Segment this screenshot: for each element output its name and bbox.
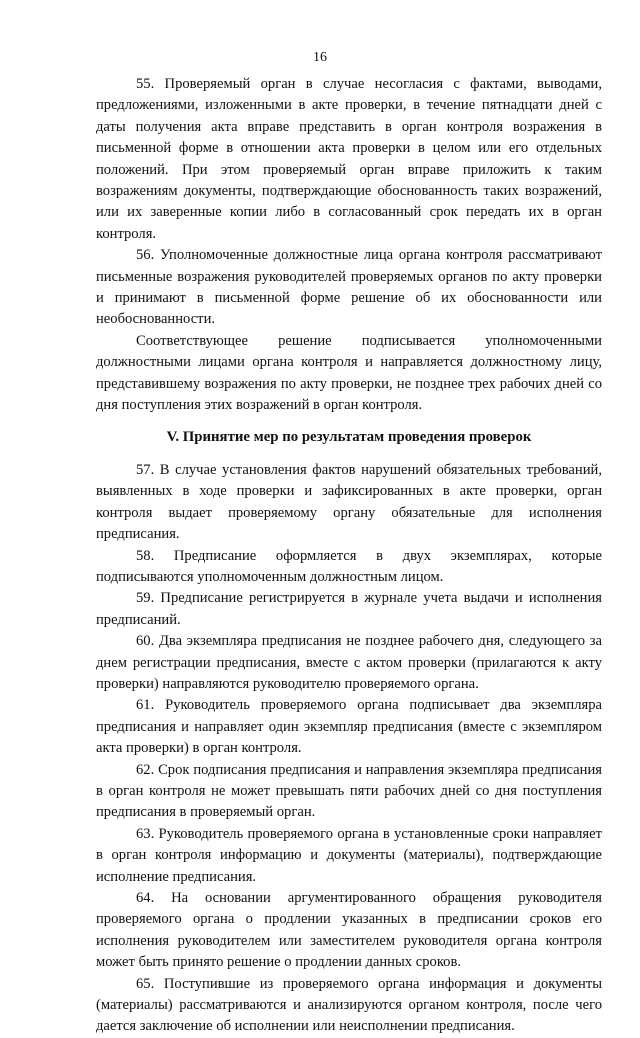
paragraph-56-continuation: Соответствующее решение подписывается уполномоченными должностными лицами органа контроля и направляется должностному лицу, представившему возражения по акту проверки, не позднее трех рабочих дней со дня поступления этих возражений в орган контроля. [96, 332, 602, 414]
paragraph-62: 62. Срок подписания предписания и направления экземпляра предписания в орган контроля не может превышать пяти рабочих дней со дня поступления предписания в проверяемый орган. [96, 761, 602, 821]
paragraph-56: 56. Уполномоченные должностные лица органа контроля рассматривают письменные возражения руководителей проверяемых органов по акту проверки и принимают в письменной форме решение об их обоснованности или необоснованности. [96, 247, 602, 328]
paragraph-60: 60. Два экземпляра предписания не позднее рабочего дня, следующего за днем регистрации предписания, вместе с актом проверки (прилагаются к акту проверки) направляются руководителю проверяемого органа. [96, 633, 602, 692]
paragraph-57: 57. В случае установления фактов нарушений обязательных требований, выявленных в ходе проверки и зафиксированных в акте проверки, орган контроля выдает проверяемому органу обязательные для исполнения предписания. [96, 461, 602, 543]
paragraph-63: 63. Руководитель проверяемого органа в установленные сроки направляет в орган контроля информацию и документы (материалы), подтверждающие исполнение предписания. [96, 825, 602, 885]
document-body [96, 74, 602, 1038]
page-number: 16 [313, 50, 327, 65]
section-heading: V. Принятие мер по результатам проведения проверок [166, 428, 532, 445]
paragraph-59: 59. Предписание регистрируется в журнале учета выдачи и исполнения предписаний. [96, 590, 602, 628]
paragraph-58: 58. Предписание оформляется в двух экземплярах, которые подписываются уполномоченным должностным лицом. [96, 547, 602, 585]
paragraph-55: 55. Проверяемый орган в случае несогласия с фактами, выводами, предложениями, изложенными в акте проверки, в течение пятнадцати дней с даты получения акта вправе представить в орган контроля возражения в письменной форме в отношении акта проверки в целом или его отдельных положений. При этом проверяемый орган вправе приложить к таким возражениям документы, подтверждающие обоснованность таких возражений, или их заверенные копии либо в согласованный срок передать их в орган контроля. [96, 76, 602, 242]
paragraph-64: 64. На основании аргументированного обращения руководителя проверяемого органа о продлении указанных в предписании сроков его исполнения руководителем или заместителем руководителя органа контроля может быть принято решение о продлении данных сроков. [96, 890, 602, 971]
paragraph-61: 61. Руководитель проверяемого органа подписывает два экземпляра предписания и направляет один экземпляр предписания (вместе с экземпляром акта проверки) в орган контроля. [96, 697, 602, 757]
paragraph-65: 65. Поступившие из проверяемого органа информация и документы (материалы) рассматриваются и анализируются органом контроля, после чего дается заключение об исполнении или неисполнении предписания. [96, 975, 602, 1035]
